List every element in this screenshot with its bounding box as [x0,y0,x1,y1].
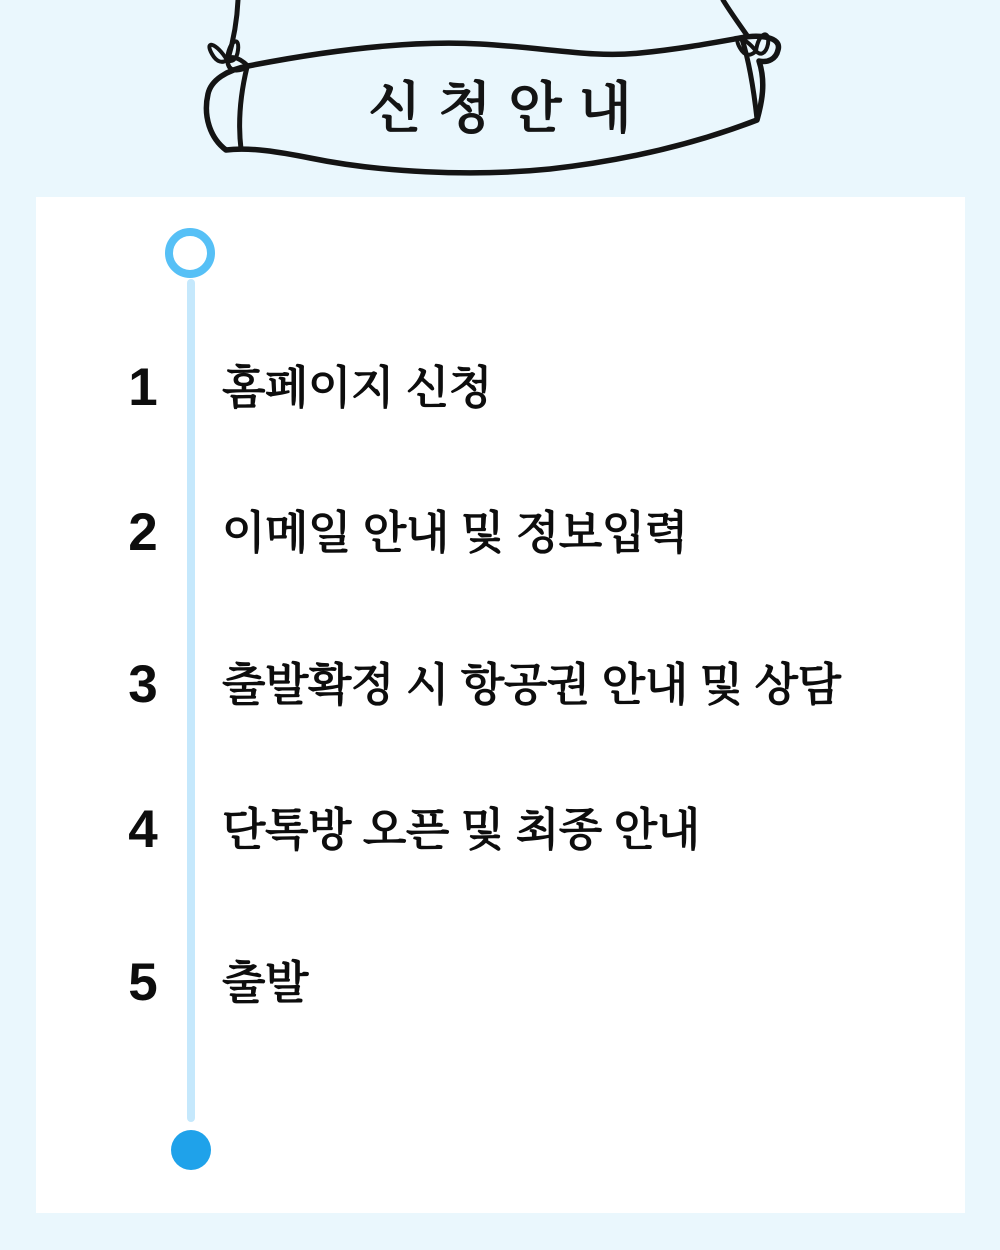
step-label: 이메일 안내 및 정보입력 [222,507,688,558]
timeline-start-ring [165,228,215,278]
timeline-step-5 [0,948,965,1018]
step-label: 출발확정 시 항공권 안내 및 상담 [222,659,841,710]
step-label: 출발 [222,957,308,1008]
step-number: 1 [128,358,158,417]
timeline-end-dot [171,1130,211,1170]
banner-title: 신청안내 [368,77,649,139]
banner-leaf-left-a [209,45,227,62]
step-label: 단톡방 오픈 및 최종 안내 [222,804,700,855]
step-number: 5 [128,953,158,1012]
timeline-step-4 [0,795,965,865]
step-number: 4 [128,800,158,859]
timeline-step-2 [0,498,965,568]
timeline-step-1 [0,353,965,423]
timeline-step-3 [0,650,965,720]
step-label: 홈페이지 신청 [222,362,492,413]
step-number: 3 [128,655,158,714]
step-number: 2 [128,503,158,562]
